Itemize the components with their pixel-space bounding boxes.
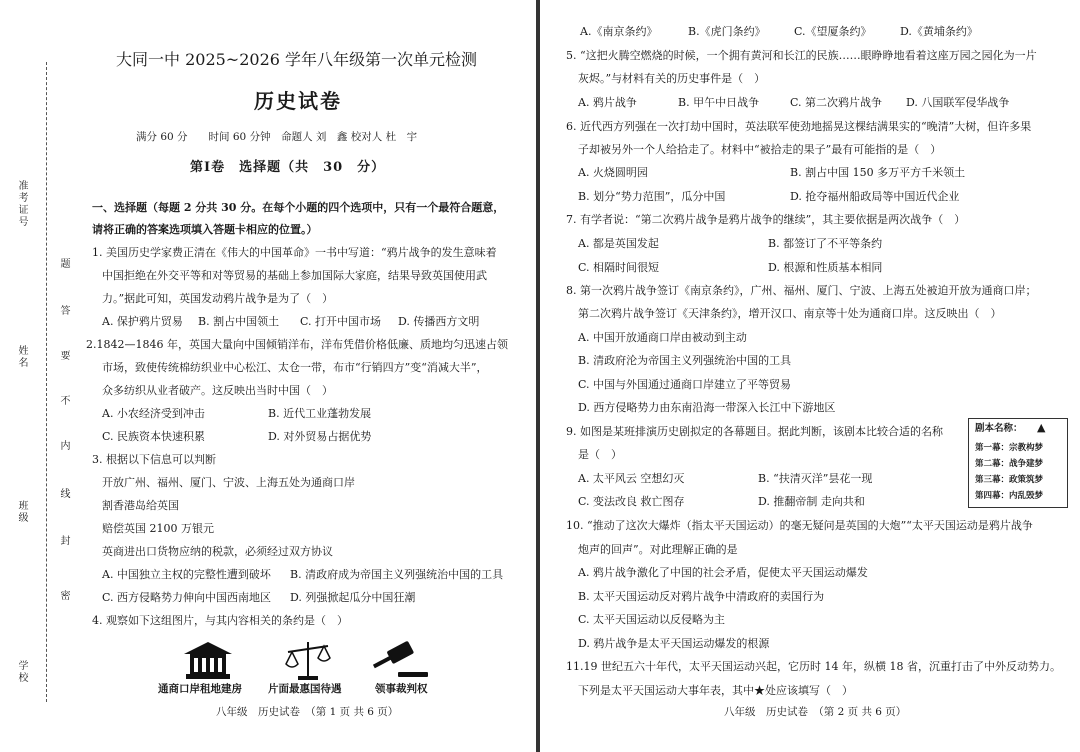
name-label: 姓名 (16, 345, 27, 369)
q4-caption: 片面最惠国待遇 (268, 683, 342, 695)
school-label: 学校 (16, 660, 27, 684)
q2-option: D. 对外贸易占据优势 (268, 430, 372, 443)
page-footer: 八年级 历史试卷 （第 2 页 共 6 页） (724, 706, 907, 718)
section-heading: 第Ⅰ卷 选择题（共 30 分） (190, 160, 386, 175)
q5-line: 灰烬。”与材料有关的历史事件是（ ） (578, 72, 766, 85)
instructions-line: 请将正确的答案选项填入答题卡相应的位置。） (92, 223, 318, 236)
script-act: 第一幕：宗教构梦 (975, 443, 1044, 453)
q7-option: B. 都签订了不平等条约 (768, 237, 883, 250)
cut-word: 不 (58, 395, 69, 407)
q4-option: A.《南京条约》 (580, 25, 658, 38)
q3-option: D. 列强掀起瓜分中国狂潮 (290, 591, 416, 604)
q6-option: A. 火烧圆明园 (578, 166, 648, 179)
q1-line: 中国拒绝在外交平等和对等贸易的基础上参加国际大家庭，结果导致英国使用武 (102, 269, 487, 282)
q3-option: A. 中国独立主权的完整性遭到破坏 (102, 568, 271, 581)
q9-option: A. 太平风云 空想幻灭 (578, 472, 685, 485)
q10-option: D. 鸦片战争是太平天国运动爆发的根源 (578, 637, 770, 650)
q4-option: B.《虎门条约》 (688, 25, 766, 38)
q8-line: 8. 第一次鸦片战争签订《南京条约》，广州、福州、厦门、宁波、上海五处被迫开放为通商口岸； (566, 284, 1037, 297)
q3-option: B. 清政府成为帝国主义列强统治中国的工具 (290, 568, 504, 581)
page-footer: 八年级 历史试卷 （第 1 页 共 6 页） (216, 706, 399, 718)
q3-option: C. 西方侵略势力伸向中国西南地区 (102, 591, 272, 604)
q4-caption: 领事裁判权 (375, 683, 428, 695)
q1-line: 1. 美国历史学家费正清在《伟大的中国革命》一书中写道：“鸦片战争的发生意味着 (92, 246, 497, 259)
exam-meta: 满分 60 分 时间 60 分钟 命题人 刘 鑫 校对人 杜 宇 (136, 131, 418, 143)
q10-option: A. 鸦片战争激化了中国的社会矛盾，促使太平天国运动爆发 (578, 566, 868, 579)
page-2 (540, 0, 1080, 752)
script-act: 第二幕：战争建梦 (975, 459, 1044, 469)
q8-option: B. 清政府沦为帝国主义列强统治中国的工具 (578, 354, 792, 367)
seat-number-label: 准考证号 (16, 180, 27, 228)
triangle-icon: ▲ (1037, 421, 1046, 434)
q11-line: 下列是太平天国运动大事年表，其中★处应该填写（ ） (578, 684, 853, 697)
q3-line: 割香港岛给英国 (102, 499, 179, 512)
gavel-icon (372, 640, 432, 680)
q9-line: 是（ ） (578, 448, 622, 461)
q4-option: D.《黄埔条约》 (900, 25, 978, 38)
q3-line: 开放广州、福州、厦门、宁波、上海五处为通商口岸 (102, 476, 355, 489)
q6-line: 6. 近代西方列强在一次打劫中国时，英法联军使劲地摇晃这棵结满果实的“晚清”大树，但许多果 (566, 120, 1032, 133)
q7-line: 7. 有学者说：“第二次鸦片战争是鸦片战争的继续”，其主要依据是两次战争（ ） (566, 213, 966, 226)
q2-option: C. 民族资本快速积累 (102, 430, 206, 443)
q5-option: D. 八国联军侵华战争 (906, 96, 1010, 109)
scales-icon (284, 638, 332, 682)
q8-line: 第二次鸦片战争签订《天津条约》，增开汉口、南京等十处为通商口岸。这反映出（ ） (578, 307, 1002, 320)
script-title-box (968, 418, 1068, 508)
q3-line: 英商进出口货物应纳的税款，必须经过双方协议 (102, 545, 333, 558)
q6-option: D. 抢夺福州船政局等中国近代企业 (790, 190, 960, 203)
q8-option: A. 中国开放通商口岸由被动到主动 (578, 331, 747, 344)
q6-line: 子却被另外一个人给拾走了。材料中“被拾走的果子”最有可能指的是（ ） (578, 143, 942, 156)
q5-option: A. 鸦片战争 (578, 96, 637, 109)
q2-line: 2.1842—1846 年，英国大量向中国倾销洋布，洋布凭借价格低廉、质地均匀迅速占领 (86, 338, 508, 351)
q3-line: 3. 根据以下信息可以判断 (92, 453, 216, 466)
q2-line: 市场，致使传统棉纺织业中心松江、太仓一带，布市“行销四方”变“消减大半”， (102, 361, 488, 374)
q7-option: A. 都是英国发起 (578, 237, 659, 250)
q9-option: B. “扶清灭洋”昙花一现 (758, 472, 873, 485)
cut-line (46, 62, 47, 702)
q1-option: C. 打开中国市场 (300, 315, 382, 328)
q5-line: 5. “这把火腾空燃烧的时候，一个拥有黄河和长江的民族……眼睁睁地看着这座万园之园化为一片 (566, 49, 1037, 62)
cut-word: 要 (58, 350, 69, 362)
q5-option: C. 第二次鸦片战争 (790, 96, 883, 109)
script-act: 第四幕：内乱毁梦 (975, 491, 1044, 501)
q7-option: C. 相隔时间很短 (578, 261, 660, 274)
cut-word: 密 (58, 590, 69, 602)
q4-caption: 通商口岸租地建房 (158, 683, 242, 695)
q2-line: 众多纺织从业者破产。这反映出当时中国（ ） (102, 384, 333, 397)
cut-word: 内 (58, 440, 69, 452)
q1-option: D. 传播西方文明 (398, 315, 480, 328)
q3-line: 赔偿英国 2100 万银元 (102, 522, 214, 535)
exam-subtitle: 历史试卷 (254, 89, 342, 113)
q10-option: B. 太平天国运动反对鸦片战争中清政府的卖国行为 (578, 590, 825, 603)
q10-line: 炮声的回声”。对此理解正确的是 (578, 543, 738, 556)
q7-option: D. 根源和性质基本相同 (768, 261, 883, 274)
q5-option: B. 甲午中日战争 (678, 96, 760, 109)
cut-word: 封 (58, 535, 69, 547)
q10-line: 10. “推动了这次大爆炸（指太平天国运动）的毫无疑问是英国的大炮”“太平天国运动是鸦片战争 (566, 519, 1033, 532)
q4-line: 4. 观察如下这组图片，与其内容相关的条约是（ ） (92, 614, 348, 627)
q1-line: 力。”据此可知，英国发动鸦片战争是为了（ ） (102, 292, 334, 305)
cut-word: 线 (58, 488, 69, 500)
q6-option: B. 划分“势力范围”，瓜分中国 (578, 190, 726, 203)
cut-word: 题 (58, 258, 69, 270)
exam-title: 大同一中 2025~2026 学年八年级第一次单元检测 (116, 50, 478, 69)
class-label: 班级 (16, 500, 27, 524)
script-box-title: 剧本名称： (975, 423, 1023, 434)
building-icon (180, 640, 236, 680)
q1-option: A. 保护鸦片贸易 (102, 315, 183, 328)
script-act: 第三幕：政策筑梦 (975, 475, 1044, 485)
q2-option: A. 小农经济受到冲击 (102, 407, 205, 420)
q8-option: C. 中国与外国通过通商口岸建立了平等贸易 (578, 378, 792, 391)
q11-line: 11.19 世纪五六十年代，太平天国运动兴起，它历时 14 年，纵横 18 省，沉重打击了中外反动势力。 (566, 660, 1061, 673)
q9-line: 9. 如图是某班排演历史剧拟定的各幕题目。据此判断，该剧本比较合适的名称 (566, 425, 943, 438)
q9-option: D. 推翻帝制 走向共和 (758, 495, 865, 508)
q10-option: C. 太平天国运动以反侵略为主 (578, 613, 726, 626)
q4-option: C.《望厦条约》 (794, 25, 872, 38)
q2-option: B. 近代工业蓬勃发展 (268, 407, 372, 420)
binding-margin (0, 0, 78, 752)
q8-option: D. 西方侵略势力由东南沿海一带深入长江中下游地区 (578, 401, 836, 414)
instructions-line: 一、选择题（每题 2 分共 30 分。在每个小题的四个选项中，只有一个最符合题意， (92, 201, 505, 214)
q6-option: B. 割占中国 150 多万平方千米领土 (790, 166, 966, 179)
cut-word: 答 (58, 305, 69, 317)
q9-option: C. 变法改良 救亡图存 (578, 495, 685, 508)
q1-option: B. 割占中国领土 (198, 315, 280, 328)
